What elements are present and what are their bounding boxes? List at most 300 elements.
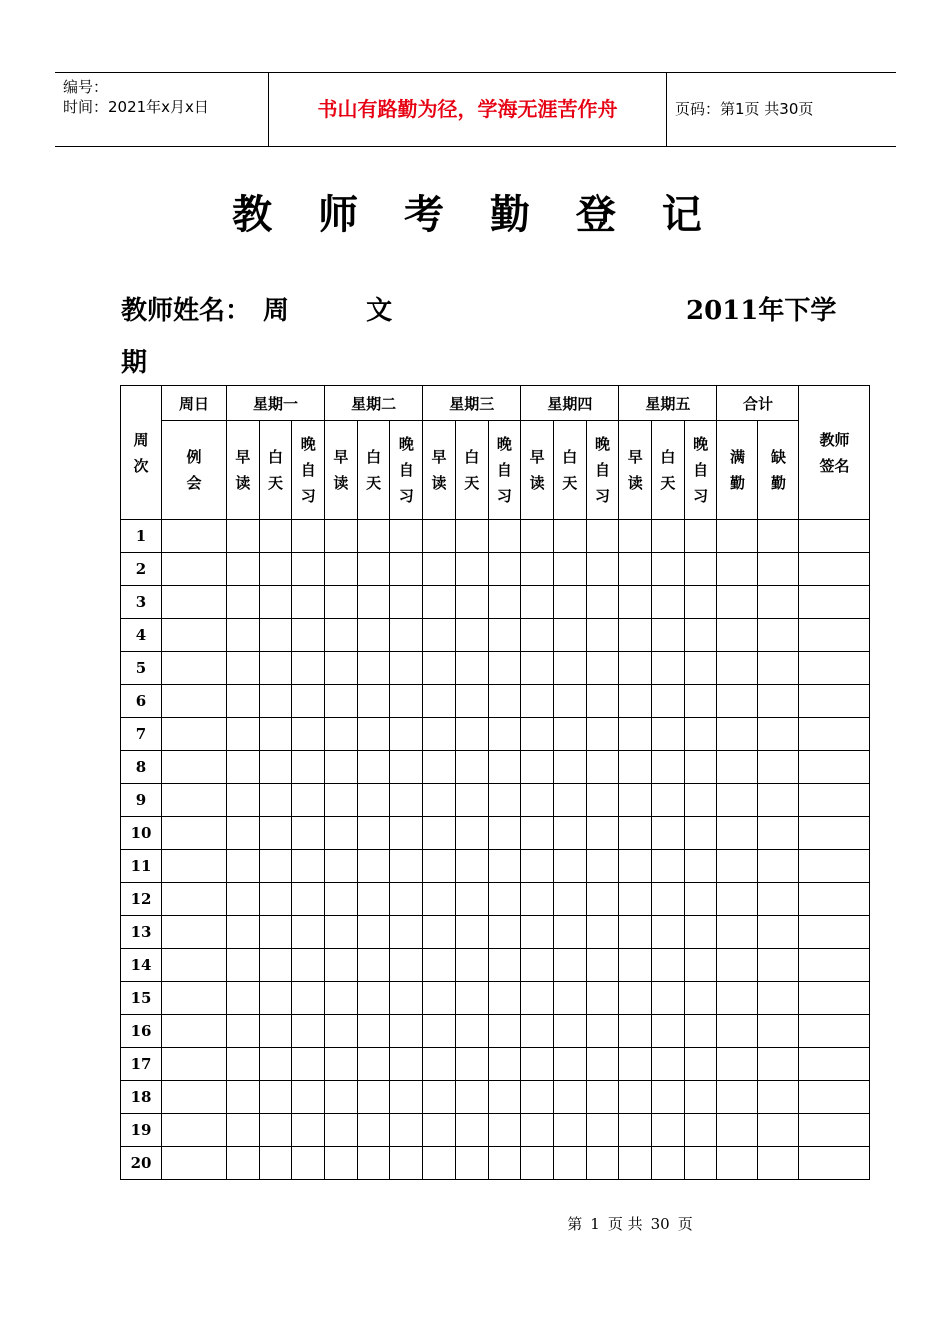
attendance-cell[interactable] [162,751,227,784]
attendance-cell[interactable] [799,1081,870,1114]
attendance-cell[interactable] [423,1048,456,1081]
attendance-cell[interactable] [488,718,521,751]
attendance-cell[interactable] [717,586,758,619]
attendance-cell[interactable] [586,520,619,553]
attendance-cell[interactable] [357,1114,390,1147]
attendance-cell[interactable] [758,883,799,916]
attendance-cell[interactable] [717,751,758,784]
attendance-cell[interactable] [758,586,799,619]
attendance-cell[interactable] [455,685,488,718]
attendance-cell[interactable] [488,619,521,652]
attendance-cell[interactable] [717,817,758,850]
attendance-cell[interactable] [758,619,799,652]
attendance-cell[interactable] [684,751,717,784]
attendance-cell[interactable] [586,1114,619,1147]
attendance-cell[interactable] [684,1147,717,1180]
attendance-cell[interactable] [553,850,586,883]
attendance-cell[interactable] [553,652,586,685]
attendance-cell[interactable] [521,1048,554,1081]
attendance-cell[interactable] [292,751,325,784]
attendance-cell[interactable] [162,652,227,685]
attendance-cell[interactable] [227,883,260,916]
attendance-cell[interactable] [684,718,717,751]
attendance-cell[interactable] [390,1114,423,1147]
attendance-cell[interactable] [619,619,652,652]
attendance-cell[interactable] [619,520,652,553]
attendance-cell[interactable] [799,751,870,784]
attendance-cell[interactable] [227,685,260,718]
attendance-cell[interactable] [259,685,292,718]
attendance-cell[interactable] [717,553,758,586]
attendance-cell[interactable] [799,1015,870,1048]
attendance-cell[interactable] [259,751,292,784]
attendance-cell[interactable] [799,1147,870,1180]
attendance-cell[interactable] [227,718,260,751]
attendance-cell[interactable] [619,1147,652,1180]
attendance-cell[interactable] [259,784,292,817]
attendance-cell[interactable] [390,586,423,619]
attendance-cell[interactable] [586,553,619,586]
attendance-cell[interactable] [227,520,260,553]
attendance-cell[interactable] [652,817,685,850]
attendance-cell[interactable] [758,1114,799,1147]
attendance-cell[interactable] [652,685,685,718]
attendance-cell[interactable] [357,916,390,949]
attendance-cell[interactable] [455,520,488,553]
attendance-cell[interactable] [325,1114,358,1147]
attendance-cell[interactable] [717,718,758,751]
attendance-cell[interactable] [455,718,488,751]
attendance-cell[interactable] [227,982,260,1015]
attendance-cell[interactable] [455,586,488,619]
attendance-cell[interactable] [586,817,619,850]
attendance-cell[interactable] [325,586,358,619]
attendance-cell[interactable] [162,784,227,817]
attendance-cell[interactable] [586,652,619,685]
attendance-cell[interactable] [521,1081,554,1114]
attendance-cell[interactable] [325,1015,358,1048]
attendance-cell[interactable] [423,949,456,982]
attendance-cell[interactable] [758,685,799,718]
attendance-cell[interactable] [521,586,554,619]
attendance-cell[interactable] [521,883,554,916]
attendance-cell[interactable] [652,1015,685,1048]
attendance-cell[interactable] [162,1147,227,1180]
attendance-cell[interactable] [357,751,390,784]
attendance-cell[interactable] [758,784,799,817]
attendance-cell[interactable] [455,652,488,685]
attendance-cell[interactable] [162,883,227,916]
attendance-cell[interactable] [325,916,358,949]
attendance-cell[interactable] [259,850,292,883]
attendance-cell[interactable] [652,982,685,1015]
attendance-cell[interactable] [758,916,799,949]
attendance-cell[interactable] [357,619,390,652]
attendance-cell[interactable] [390,718,423,751]
attendance-cell[interactable] [717,1048,758,1081]
attendance-cell[interactable] [652,949,685,982]
attendance-cell[interactable] [390,883,423,916]
attendance-cell[interactable] [259,652,292,685]
attendance-cell[interactable] [758,1081,799,1114]
attendance-cell[interactable] [292,619,325,652]
attendance-cell[interactable] [455,553,488,586]
attendance-cell[interactable] [799,817,870,850]
attendance-cell[interactable] [292,916,325,949]
attendance-cell[interactable] [292,652,325,685]
attendance-cell[interactable] [521,949,554,982]
attendance-cell[interactable] [799,1048,870,1081]
attendance-cell[interactable] [717,1147,758,1180]
attendance-cell[interactable] [423,982,456,1015]
attendance-cell[interactable] [521,751,554,784]
attendance-cell[interactable] [684,784,717,817]
attendance-cell[interactable] [259,1114,292,1147]
attendance-cell[interactable] [357,817,390,850]
attendance-cell[interactable] [357,520,390,553]
attendance-cell[interactable] [455,817,488,850]
attendance-cell[interactable] [619,949,652,982]
attendance-cell[interactable] [488,652,521,685]
attendance-cell[interactable] [619,553,652,586]
attendance-cell[interactable] [423,553,456,586]
attendance-cell[interactable] [390,1147,423,1180]
attendance-cell[interactable] [390,1048,423,1081]
attendance-cell[interactable] [717,850,758,883]
attendance-cell[interactable] [553,1081,586,1114]
attendance-cell[interactable] [652,1114,685,1147]
attendance-cell[interactable] [390,520,423,553]
attendance-cell[interactable] [162,1114,227,1147]
attendance-cell[interactable] [521,1147,554,1180]
attendance-cell[interactable] [586,1147,619,1180]
attendance-cell[interactable] [227,1147,260,1180]
attendance-cell[interactable] [488,1048,521,1081]
attendance-cell[interactable] [553,784,586,817]
attendance-cell[interactable] [292,520,325,553]
attendance-cell[interactable] [652,784,685,817]
attendance-cell[interactable] [553,1015,586,1048]
attendance-cell[interactable] [758,718,799,751]
attendance-cell[interactable] [717,652,758,685]
attendance-cell[interactable] [684,916,717,949]
attendance-cell[interactable] [553,619,586,652]
attendance-cell[interactable] [586,1081,619,1114]
attendance-cell[interactable] [259,1015,292,1048]
attendance-cell[interactable] [390,784,423,817]
attendance-cell[interactable] [162,553,227,586]
attendance-cell[interactable] [259,817,292,850]
attendance-cell[interactable] [162,619,227,652]
attendance-cell[interactable] [758,1147,799,1180]
attendance-cell[interactable] [455,619,488,652]
attendance-cell[interactable] [423,1081,456,1114]
attendance-cell[interactable] [325,883,358,916]
attendance-cell[interactable] [227,949,260,982]
attendance-cell[interactable] [619,718,652,751]
attendance-cell[interactable] [259,586,292,619]
attendance-cell[interactable] [227,784,260,817]
attendance-cell[interactable] [684,817,717,850]
attendance-cell[interactable] [390,949,423,982]
attendance-cell[interactable] [162,586,227,619]
attendance-cell[interactable] [455,1081,488,1114]
attendance-cell[interactable] [390,652,423,685]
attendance-cell[interactable] [162,850,227,883]
attendance-cell[interactable] [259,1048,292,1081]
attendance-cell[interactable] [423,817,456,850]
attendance-cell[interactable] [652,1048,685,1081]
attendance-cell[interactable] [325,553,358,586]
attendance-cell[interactable] [521,982,554,1015]
attendance-cell[interactable] [717,520,758,553]
attendance-cell[interactable] [423,916,456,949]
attendance-cell[interactable] [488,751,521,784]
attendance-cell[interactable] [652,619,685,652]
attendance-cell[interactable] [553,751,586,784]
attendance-cell[interactable] [325,982,358,1015]
attendance-cell[interactable] [292,817,325,850]
attendance-cell[interactable] [292,784,325,817]
attendance-cell[interactable] [259,1147,292,1180]
attendance-cell[interactable] [423,784,456,817]
attendance-cell[interactable] [227,1081,260,1114]
attendance-cell[interactable] [684,982,717,1015]
attendance-cell[interactable] [586,1015,619,1048]
attendance-cell[interactable] [619,982,652,1015]
attendance-cell[interactable] [553,553,586,586]
attendance-cell[interactable] [652,520,685,553]
attendance-cell[interactable] [292,586,325,619]
attendance-cell[interactable] [390,685,423,718]
attendance-cell[interactable] [799,850,870,883]
attendance-cell[interactable] [162,685,227,718]
attendance-cell[interactable] [162,982,227,1015]
attendance-cell[interactable] [586,850,619,883]
attendance-cell[interactable] [488,1081,521,1114]
attendance-cell[interactable] [423,751,456,784]
attendance-cell[interactable] [553,586,586,619]
attendance-cell[interactable] [684,949,717,982]
attendance-cell[interactable] [357,784,390,817]
attendance-cell[interactable] [684,1048,717,1081]
attendance-cell[interactable] [455,916,488,949]
attendance-cell[interactable] [259,949,292,982]
attendance-cell[interactable] [423,1147,456,1180]
attendance-cell[interactable] [292,850,325,883]
attendance-cell[interactable] [292,553,325,586]
attendance-cell[interactable] [652,1147,685,1180]
attendance-cell[interactable] [259,883,292,916]
attendance-cell[interactable] [488,1147,521,1180]
attendance-cell[interactable] [799,586,870,619]
attendance-cell[interactable] [521,652,554,685]
attendance-cell[interactable] [227,652,260,685]
attendance-cell[interactable] [357,586,390,619]
attendance-cell[interactable] [799,520,870,553]
attendance-cell[interactable] [227,817,260,850]
attendance-cell[interactable] [684,619,717,652]
attendance-cell[interactable] [717,1015,758,1048]
attendance-cell[interactable] [162,1015,227,1048]
attendance-cell[interactable] [325,850,358,883]
attendance-cell[interactable] [423,619,456,652]
attendance-cell[interactable] [390,553,423,586]
attendance-cell[interactable] [521,850,554,883]
attendance-cell[interactable] [553,520,586,553]
attendance-cell[interactable] [521,553,554,586]
attendance-cell[interactable] [455,982,488,1015]
attendance-cell[interactable] [521,685,554,718]
attendance-cell[interactable] [684,586,717,619]
attendance-cell[interactable] [227,916,260,949]
attendance-cell[interactable] [619,1081,652,1114]
attendance-cell[interactable] [553,916,586,949]
attendance-cell[interactable] [586,1048,619,1081]
attendance-cell[interactable] [488,949,521,982]
attendance-cell[interactable] [488,1015,521,1048]
attendance-cell[interactable] [652,652,685,685]
attendance-cell[interactable] [455,1048,488,1081]
attendance-cell[interactable] [799,1114,870,1147]
attendance-cell[interactable] [357,883,390,916]
attendance-cell[interactable] [619,850,652,883]
attendance-cell[interactable] [684,553,717,586]
attendance-cell[interactable] [325,1048,358,1081]
attendance-cell[interactable] [325,685,358,718]
attendance-cell[interactable] [292,1147,325,1180]
attendance-cell[interactable] [259,553,292,586]
attendance-cell[interactable] [619,751,652,784]
attendance-cell[interactable] [357,949,390,982]
attendance-cell[interactable] [292,949,325,982]
attendance-cell[interactable] [488,784,521,817]
attendance-cell[interactable] [717,883,758,916]
attendance-cell[interactable] [488,916,521,949]
attendance-cell[interactable] [717,916,758,949]
attendance-cell[interactable] [325,1081,358,1114]
attendance-cell[interactable] [758,850,799,883]
attendance-cell[interactable] [357,685,390,718]
attendance-cell[interactable] [684,1015,717,1048]
attendance-cell[interactable] [357,652,390,685]
attendance-cell[interactable] [488,850,521,883]
attendance-cell[interactable] [758,751,799,784]
attendance-cell[interactable] [717,949,758,982]
attendance-cell[interactable] [227,850,260,883]
attendance-cell[interactable] [423,1015,456,1048]
attendance-cell[interactable] [553,1147,586,1180]
attendance-cell[interactable] [390,1081,423,1114]
attendance-cell[interactable] [521,718,554,751]
attendance-cell[interactable] [292,1048,325,1081]
attendance-cell[interactable] [586,916,619,949]
attendance-cell[interactable] [586,883,619,916]
attendance-cell[interactable] [292,718,325,751]
attendance-cell[interactable] [619,685,652,718]
attendance-cell[interactable] [227,619,260,652]
attendance-cell[interactable] [357,1015,390,1048]
attendance-cell[interactable] [455,850,488,883]
attendance-cell[interactable] [684,883,717,916]
attendance-cell[interactable] [227,1114,260,1147]
attendance-cell[interactable] [423,685,456,718]
attendance-cell[interactable] [292,883,325,916]
attendance-cell[interactable] [521,1114,554,1147]
attendance-cell[interactable] [292,1015,325,1048]
attendance-cell[interactable] [325,949,358,982]
attendance-cell[interactable] [799,652,870,685]
attendance-cell[interactable] [390,619,423,652]
attendance-cell[interactable] [799,553,870,586]
attendance-cell[interactable] [292,685,325,718]
attendance-cell[interactable] [423,718,456,751]
attendance-cell[interactable] [162,916,227,949]
attendance-cell[interactable] [799,784,870,817]
attendance-cell[interactable] [758,652,799,685]
attendance-cell[interactable] [488,817,521,850]
attendance-cell[interactable] [357,553,390,586]
attendance-cell[interactable] [455,751,488,784]
attendance-cell[interactable] [521,784,554,817]
attendance-cell[interactable] [799,619,870,652]
attendance-cell[interactable] [292,982,325,1015]
attendance-cell[interactable] [652,586,685,619]
attendance-cell[interactable] [553,718,586,751]
attendance-cell[interactable] [357,718,390,751]
attendance-cell[interactable] [488,553,521,586]
attendance-cell[interactable] [619,883,652,916]
attendance-cell[interactable] [684,1114,717,1147]
attendance-cell[interactable] [259,520,292,553]
attendance-cell[interactable] [162,949,227,982]
attendance-cell[interactable] [619,1048,652,1081]
attendance-cell[interactable] [619,817,652,850]
attendance-cell[interactable] [325,652,358,685]
attendance-cell[interactable] [717,1081,758,1114]
attendance-cell[interactable] [619,652,652,685]
attendance-cell[interactable] [586,685,619,718]
attendance-cell[interactable] [227,553,260,586]
attendance-cell[interactable] [357,1147,390,1180]
attendance-cell[interactable] [390,817,423,850]
attendance-cell[interactable] [325,751,358,784]
attendance-cell[interactable] [455,1114,488,1147]
attendance-cell[interactable] [553,1114,586,1147]
attendance-cell[interactable] [357,1081,390,1114]
attendance-cell[interactable] [652,553,685,586]
attendance-cell[interactable] [357,982,390,1015]
attendance-cell[interactable] [423,586,456,619]
attendance-cell[interactable] [162,520,227,553]
attendance-cell[interactable] [488,883,521,916]
attendance-cell[interactable] [455,1015,488,1048]
attendance-cell[interactable] [717,1114,758,1147]
attendance-cell[interactable] [684,652,717,685]
attendance-cell[interactable] [717,784,758,817]
attendance-cell[interactable] [758,982,799,1015]
attendance-cell[interactable] [162,817,227,850]
attendance-cell[interactable] [455,949,488,982]
attendance-cell[interactable] [390,982,423,1015]
attendance-cell[interactable] [521,619,554,652]
attendance-cell[interactable] [586,718,619,751]
attendance-cell[interactable] [586,949,619,982]
attendance-cell[interactable] [162,1081,227,1114]
attendance-cell[interactable] [259,1081,292,1114]
attendance-cell[interactable] [162,1048,227,1081]
attendance-cell[interactable] [553,685,586,718]
